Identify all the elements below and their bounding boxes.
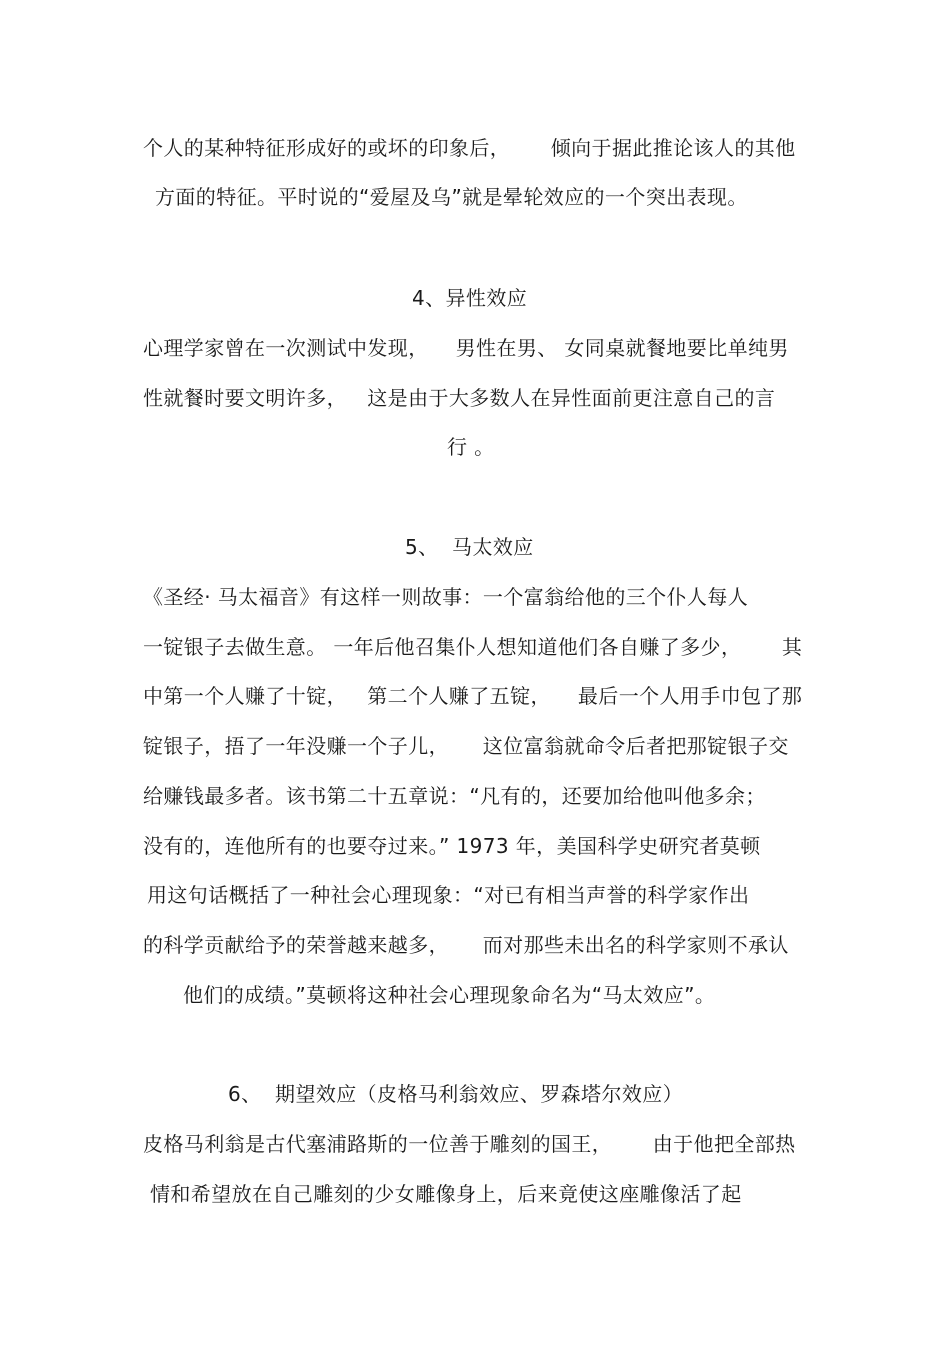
- section-5-line-7: 用这句话概括了一种社会心理现象：“对已有相当声誉的科学家作出: [147, 883, 750, 907]
- section-5-line-8: 的科学贡献给予的荣誉越来越多， 而对那些未出名的科学家则不承认: [143, 933, 789, 957]
- section-6-heading: 6、 期望效应（皮格马利翁效应、罗森塔尔效应）: [228, 1082, 684, 1106]
- intro-line-2: 方面的特征。平时说的“爱屋及乌”就是晕轮效应的一个突出表现。: [155, 185, 748, 209]
- section-6-line-1: 皮格马利翁是古代塞浦路斯的一位善于雕刻的国王， 由于他把全部热: [143, 1132, 796, 1156]
- section-4-line-2: 性就餐时要文明许多， 这是由于大多数人在异性面前更注意自己的言: [143, 386, 776, 410]
- section-5-line-6: 没有的，连他所有的也要夺过来。” 1973 年，美国科学史研究者莫顿: [143, 834, 761, 858]
- section-5-line-4: 锭银子，捂了一年没赚一个子儿， 这位富翁就命令后者把那锭银子交: [143, 734, 789, 758]
- section-5-line-3: 中第一个人赚了十锭， 第二个人赚了五锭， 最后一个人用手巾包了那: [143, 684, 803, 708]
- section-5-line-2: 一锭银子去做生意。 一年后他召集仆人想知道他们各自赚了多少， 其: [143, 635, 803, 659]
- section-5-heading: 5、 马太效应: [405, 535, 534, 559]
- section-4-line-3: 行 。: [447, 435, 495, 459]
- section-4-line-1: 心理学家曾在一次测试中发现， 男性在男、 女同桌就餐地要比单纯男: [143, 336, 789, 360]
- section-5-line-5: 给赚钱最多者。该书第二十五章说：“凡有的，还要加给他叫他多余；: [143, 784, 766, 808]
- intro-line-1: 个人的某种特征形成好的或坏的印象后， 倾向于据此推论该人的其他: [143, 136, 796, 160]
- section-5-line-9: 他们的成绩。”莫顿将这种社会心理现象命名为“马太效应”。: [183, 983, 716, 1007]
- section-4-heading: 4、异性效应: [412, 286, 528, 310]
- section-5-line-1: 《圣经· 马太福音》有这样一则故事：一个富翁给他的三个仆人每人: [143, 585, 749, 609]
- section-6-line-2: 情和希望放在自己雕刻的少女雕像身上，后来竟使这座雕像活了起: [150, 1182, 742, 1206]
